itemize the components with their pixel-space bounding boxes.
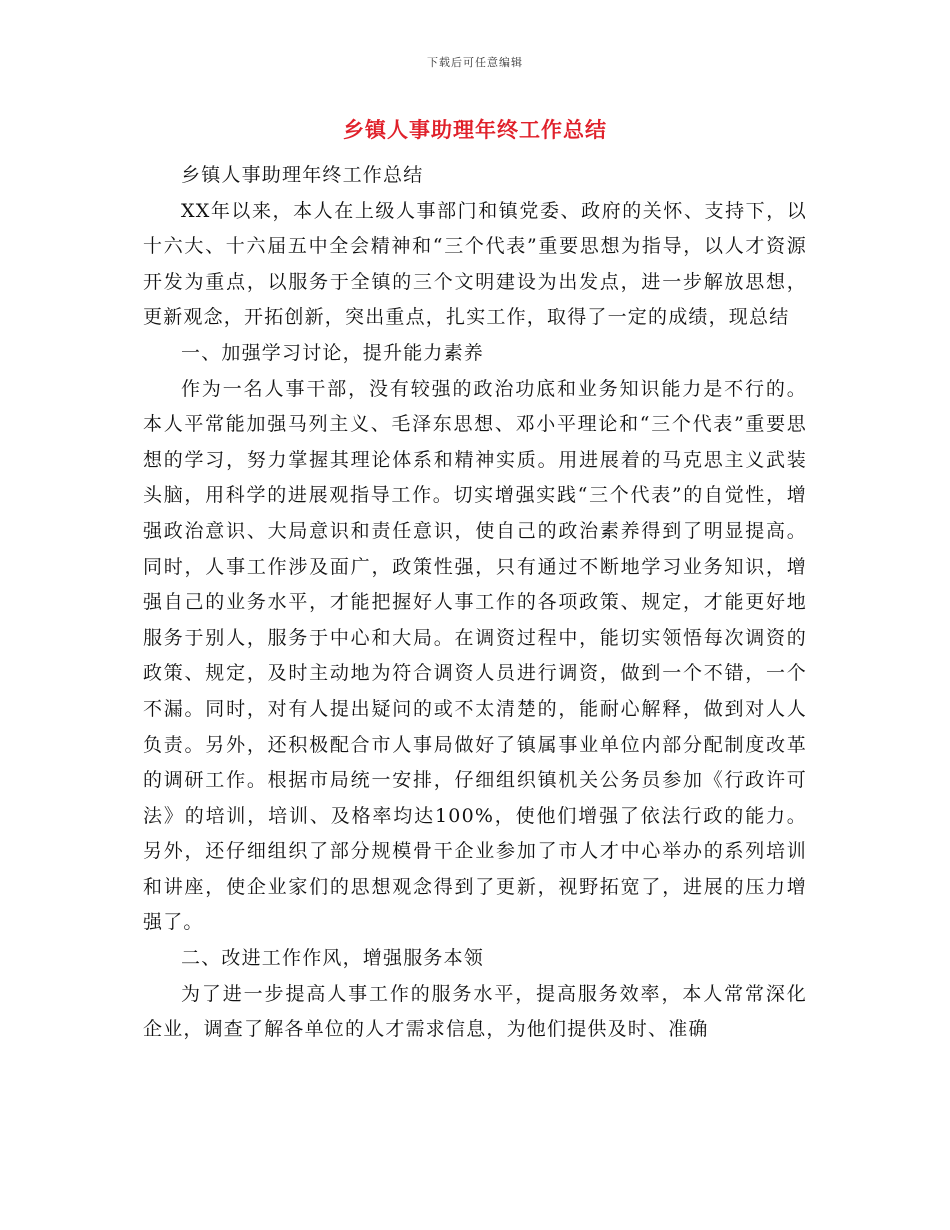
document-title: 乡镇人事助理年终工作总结 [343,117,607,142]
document-body [143,158,807,1048]
paragraph-intro: XX年以来，本人在上级人事部门和镇党委、政府的关怀、支持下，以十六大、十六届五中全会精神和“三个代表”重要思想为指导，以人才资源开发为重点，以服务于全镇的三个文明建设为出发点，进一步解放思想，更新观念，开拓创新，突出重点，扎实工作，取得了一定的成绩，现总结 [143,199,807,329]
paragraph-section-2: 为了进一步提高人事工作的服务水平，提高服务效率，本人常常深化企业，调查了解各单位的人才需求信息，为他们提供及时、准确 [143,982,807,1041]
paragraph-subtitle: 乡镇人事助理年终工作总结 [181,164,424,186]
section-heading-2: 二、改进工作作风，增强服务本领 [181,947,485,970]
paragraph-section-1: 作为一名人事干部，没有较强的政治功底和业务知识能力是不行的。本人平常能加强马列主义、毛泽东思想、邓小平理论和“三个代表”重要思想的学习，努力掌握其理论体系和精神实质。用进展着的马克思主义武装头脑，用科学的进展观指导工作。切实增强实践“三个代表”的自觉性，增强政治意识、大局意识和责任意识，使自己的政治素养得到了明显提高。同时，人事工作涉及面广，政策性强，只有通过不断地学习业务知识，增强自己的业务水平，才能把握好人事工作的各项政策、规定，才能更好地服务于别人，服务于中心和大局。在调资过程中，能切实领悟每次调资的政策、规定，及时主动地为符合调资人员进行调资，做到一个不错，一个不漏。同时，对有人提出疑问的或不太清楚的，能耐心解释，做到对人人负责。另外，还积极配合市人事局做好了镇属事业单位内部分配制度改革的调研工作。根据市局统一安排，仔细组织镇机关公务员参加《行政许可法》的培训，培训、及格率均达100%，使他们增强了依法行政的能力。另外，还仔细组织了部分规模骨干企业参加了市人才中心举办的系列培训和讲座，使企业家们的思想观念得到了更新，视野拓宽了，进展的压力增强了。 [143,377,807,934]
section-heading-1: 一、加强学习讨论，提升能力素养 [181,341,485,364]
page-header-note: 下载后可任意编辑 [427,56,523,69]
